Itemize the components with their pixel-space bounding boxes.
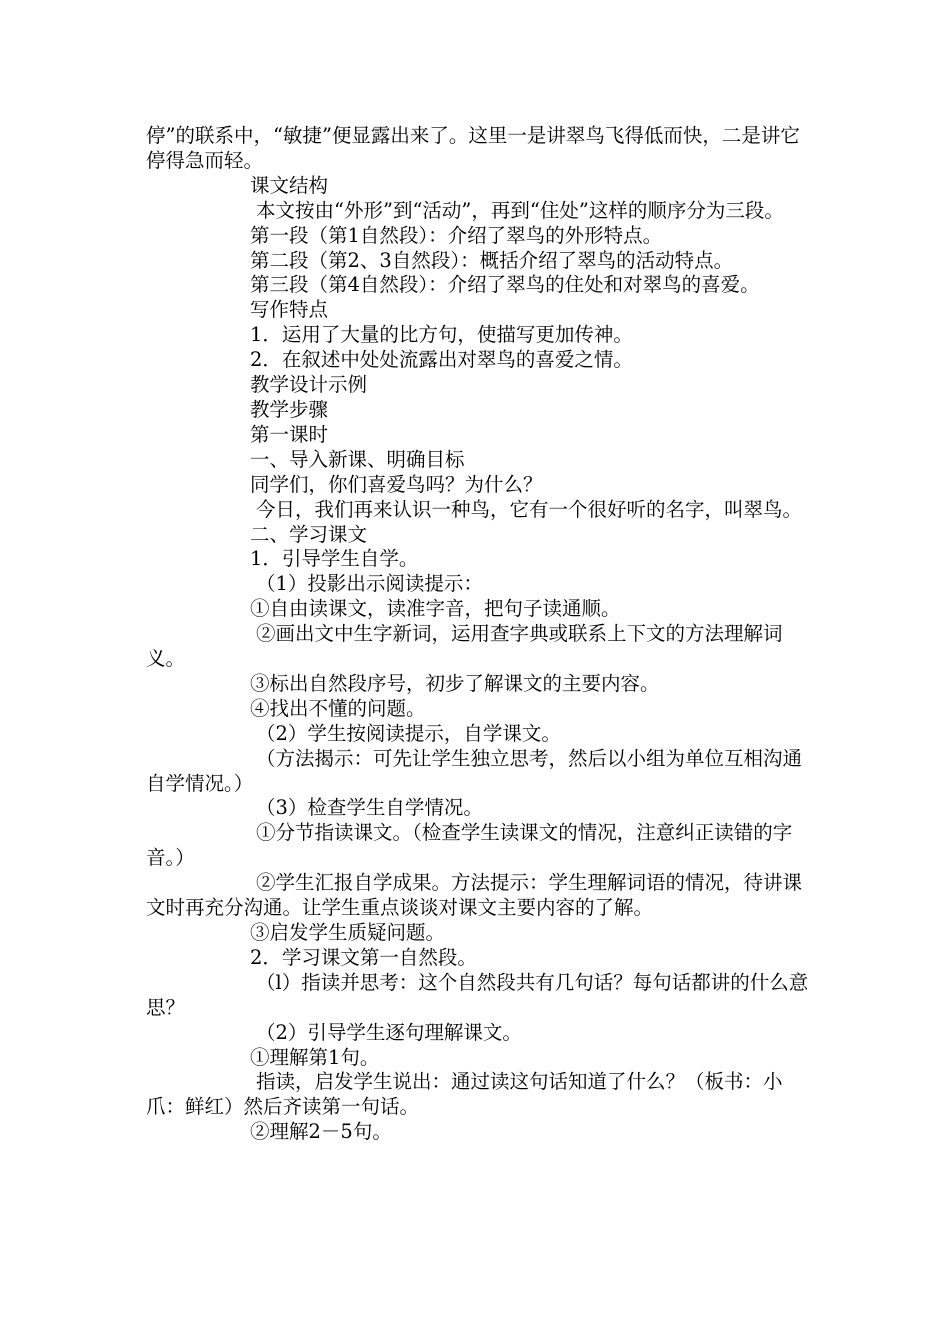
paragraph: 停”的联系中，“敏捷”便显露出来了。这里一是讲翠鸟飞得低而快，二是讲它停得急而轻。: [146, 124, 800, 172]
paragraph: ②画出文中生字新词，运用查字典或联系上下文的方法理解词义。: [146, 622, 783, 671]
paragraph: ①分节指读课文。（检查学生读课文的情况，注意纠正读错的字音。）: [146, 821, 793, 870]
paragraph: （l）指读并思考：这个自然段共有几句话？每句话都讲的什么意思？: [146, 970, 809, 1019]
paragraph: 2．学习课文第一自然段。: [250, 945, 477, 969]
paragraph: 第一段（第1自然段）：介绍了翠鸟的外形特点。: [250, 223, 663, 247]
paragraph: 课文结构: [250, 173, 329, 197]
paragraph: 1．运用了大量的比方句，使描写更加传神。: [250, 323, 633, 347]
paragraph: 本文按由“外形”到“活动”，再到“住处”这样的顺序分为三段。: [256, 198, 784, 222]
document-body: [146, 124, 810, 1145]
paragraph: 2．在叙述中处处流露出对翠鸟的喜爱之情。: [250, 348, 633, 372]
paragraph: ①自由读课文，读准字音，把句子读通顺。: [250, 597, 621, 621]
paragraph: 写作特点: [250, 298, 329, 322]
paragraph: ②理解2－5句。: [250, 1120, 392, 1144]
paragraph: 今日，我们再来认识一种鸟，它有一个很好听的名字，叫翠鸟。: [256, 497, 803, 521]
paragraph: （1）投影出示阅读提示：: [256, 572, 483, 596]
paragraph: 指读，启发学生说出：通过读这句话知道了什么？（板书：小爪：鲜红）然后齐读第一句话。: [146, 1070, 783, 1119]
paragraph: 教学设计示例: [250, 373, 368, 397]
paragraph: ③启发学生质疑问题。: [250, 921, 446, 944]
paragraph: 第二段（第2、3自然段）：概括介绍了翠鸟的活动特点。: [250, 248, 734, 272]
paragraph: 二、学习课文: [250, 522, 368, 546]
paragraph: 一、导入新课、明确目标: [250, 447, 465, 471]
paragraph: ④找出不懂的问题。: [250, 696, 426, 720]
paragraph: 第一课时: [250, 422, 329, 446]
paragraph: ③标出自然段序号，初步了解课文的主要内容。: [250, 671, 660, 695]
paragraph: （方法揭示：可先让学生独立思考，然后以小组为单位互相沟通自学情况。）: [146, 746, 803, 795]
paragraph: ②学生汇报自学成果。方法提示：学生理解词语的情况，待讲课文时再充分沟通。让学生重点谈谈对课文主要内容的了解。: [146, 871, 803, 920]
paragraph: （3）检查学生自学情况。: [256, 796, 483, 820]
paragraph: 同学们，你们喜爱鸟吗？为什么？: [250, 472, 543, 496]
paragraph: 1．引导学生自学。: [250, 547, 419, 571]
paragraph: 教学步骤: [250, 397, 329, 421]
paragraph: ①理解第1句。: [250, 1045, 380, 1069]
paragraph: （2）引导学生逐句理解课文。: [256, 1020, 522, 1044]
paragraph: 第三段（第4自然段）：介绍了翠鸟的住处和对翠鸟的喜爱。: [250, 273, 760, 297]
paragraph: （2）学生按阅读提示，自学课文。: [256, 721, 561, 745]
